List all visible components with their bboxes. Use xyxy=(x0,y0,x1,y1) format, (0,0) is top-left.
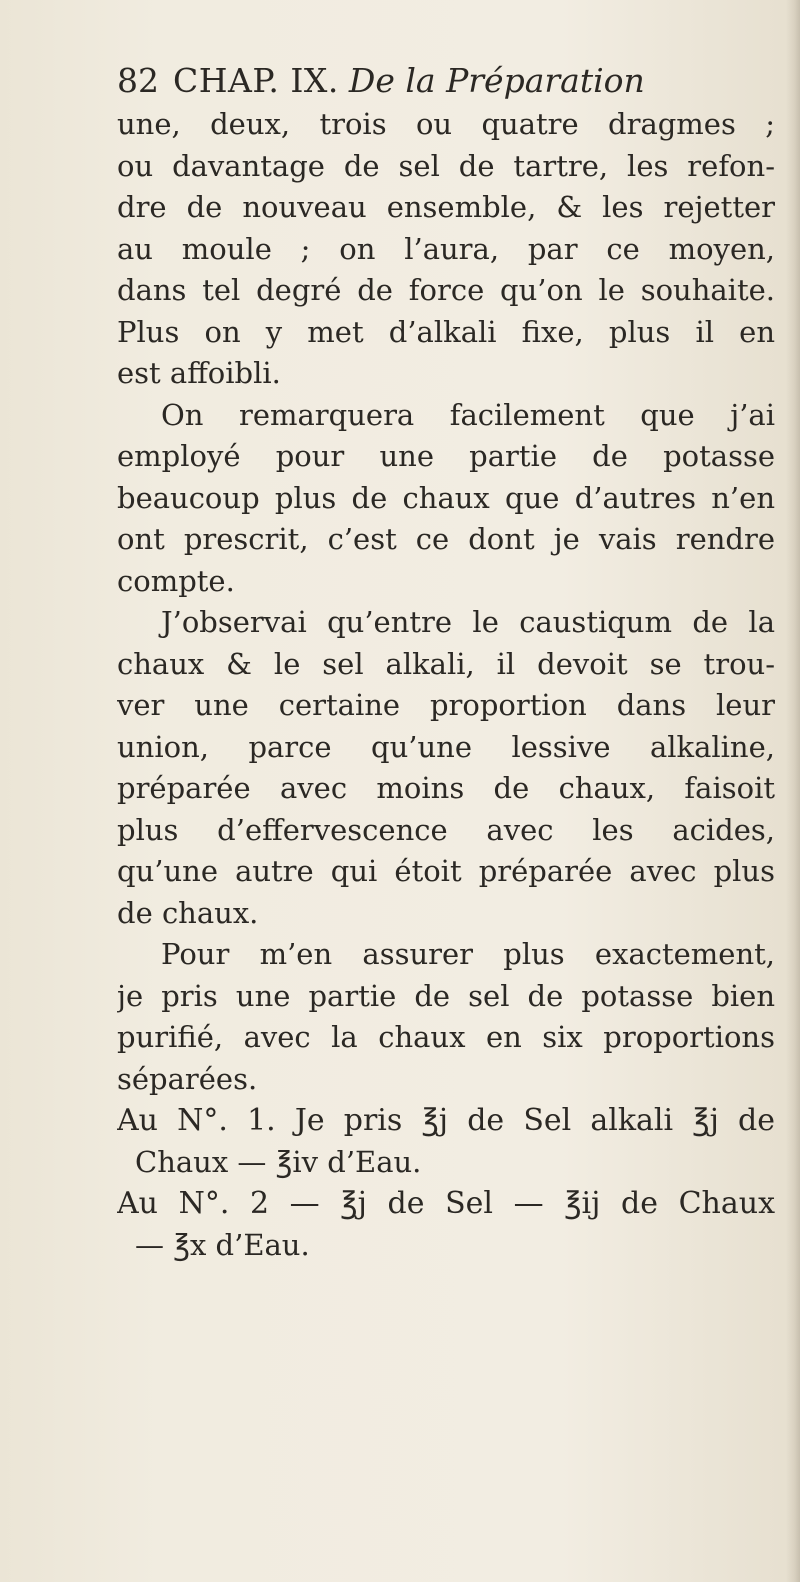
paragraph xyxy=(117,934,775,1100)
text-line: Chaux — ℥iv d’Eau. xyxy=(135,1144,422,1179)
text-line: ont prescrit, c’est ce dont je vais rendre xyxy=(117,522,775,556)
text-line: dans tel degré de force qu’on le souhaite. xyxy=(117,273,775,307)
text-line: plus d’effervescence avec les acides, xyxy=(117,812,775,847)
recipe-entry xyxy=(117,1100,775,1183)
paragraph xyxy=(117,602,775,934)
text-line: employé pour une partie de potasse xyxy=(117,439,775,473)
running-header xyxy=(117,56,767,106)
text-line: séparées. xyxy=(117,1061,258,1096)
chapter-label: CHAP. IX. xyxy=(173,61,339,100)
text-line: beaucoup plus de chaux que d’autres n’en xyxy=(117,480,775,515)
text-line: purifié, avec la chaux en six proportions xyxy=(117,1020,775,1054)
text-line: de chaux. xyxy=(117,895,259,930)
text-line: qu’une autre qui étoit préparée avec plus xyxy=(117,854,775,888)
text-line: J’observai qu’entre le caustiqum de la xyxy=(161,605,775,639)
text-line: Pour m’en assurer plus exactement, xyxy=(161,937,775,971)
paragraph xyxy=(117,395,775,603)
paragraph xyxy=(117,104,775,395)
text-line: chaux & le sel alkali, il devoit se trou- xyxy=(117,646,775,681)
text-line: Au N°. 1. Je pris ℥j de Sel alkali ℥j de xyxy=(117,1103,775,1138)
text-line: union, parce qu’une lessive alkaline, xyxy=(117,729,775,764)
page-edge-shadow xyxy=(786,0,800,1582)
running-title: De la Préparation xyxy=(348,61,645,100)
text-line: une, deux, trois ou quatre dragmes ; xyxy=(117,107,775,141)
text-line: — ℥x d’Eau. xyxy=(135,1227,310,1262)
text-line: compte. xyxy=(117,563,235,598)
text-line: Plus on y met d’alkali fixe, plus il en xyxy=(117,314,775,349)
text-line: au moule ; on l’aura, par ce moyen, xyxy=(117,231,775,266)
text-line: ou davantage de sel de tartre, les refon- xyxy=(117,148,775,183)
recipe-entry xyxy=(117,1183,775,1266)
text-line: Au N°. 2 — ℥j de Sel — ℥ij de Chaux xyxy=(117,1186,775,1221)
text-line: dre de nouveau ensemble, & les rejetter xyxy=(117,190,775,224)
text-line: ver une certaine proportion dans leur xyxy=(117,688,775,722)
body-text xyxy=(117,104,775,1266)
text-line: je pris une partie de sel de potasse bien xyxy=(117,978,775,1013)
text-line: est affoibli. xyxy=(117,356,281,390)
page-number: 82 xyxy=(117,61,159,100)
text-line: préparée avec moins de chaux, faisoit xyxy=(117,771,775,805)
text-line: On remarquera facilement que j’ai xyxy=(161,397,775,432)
